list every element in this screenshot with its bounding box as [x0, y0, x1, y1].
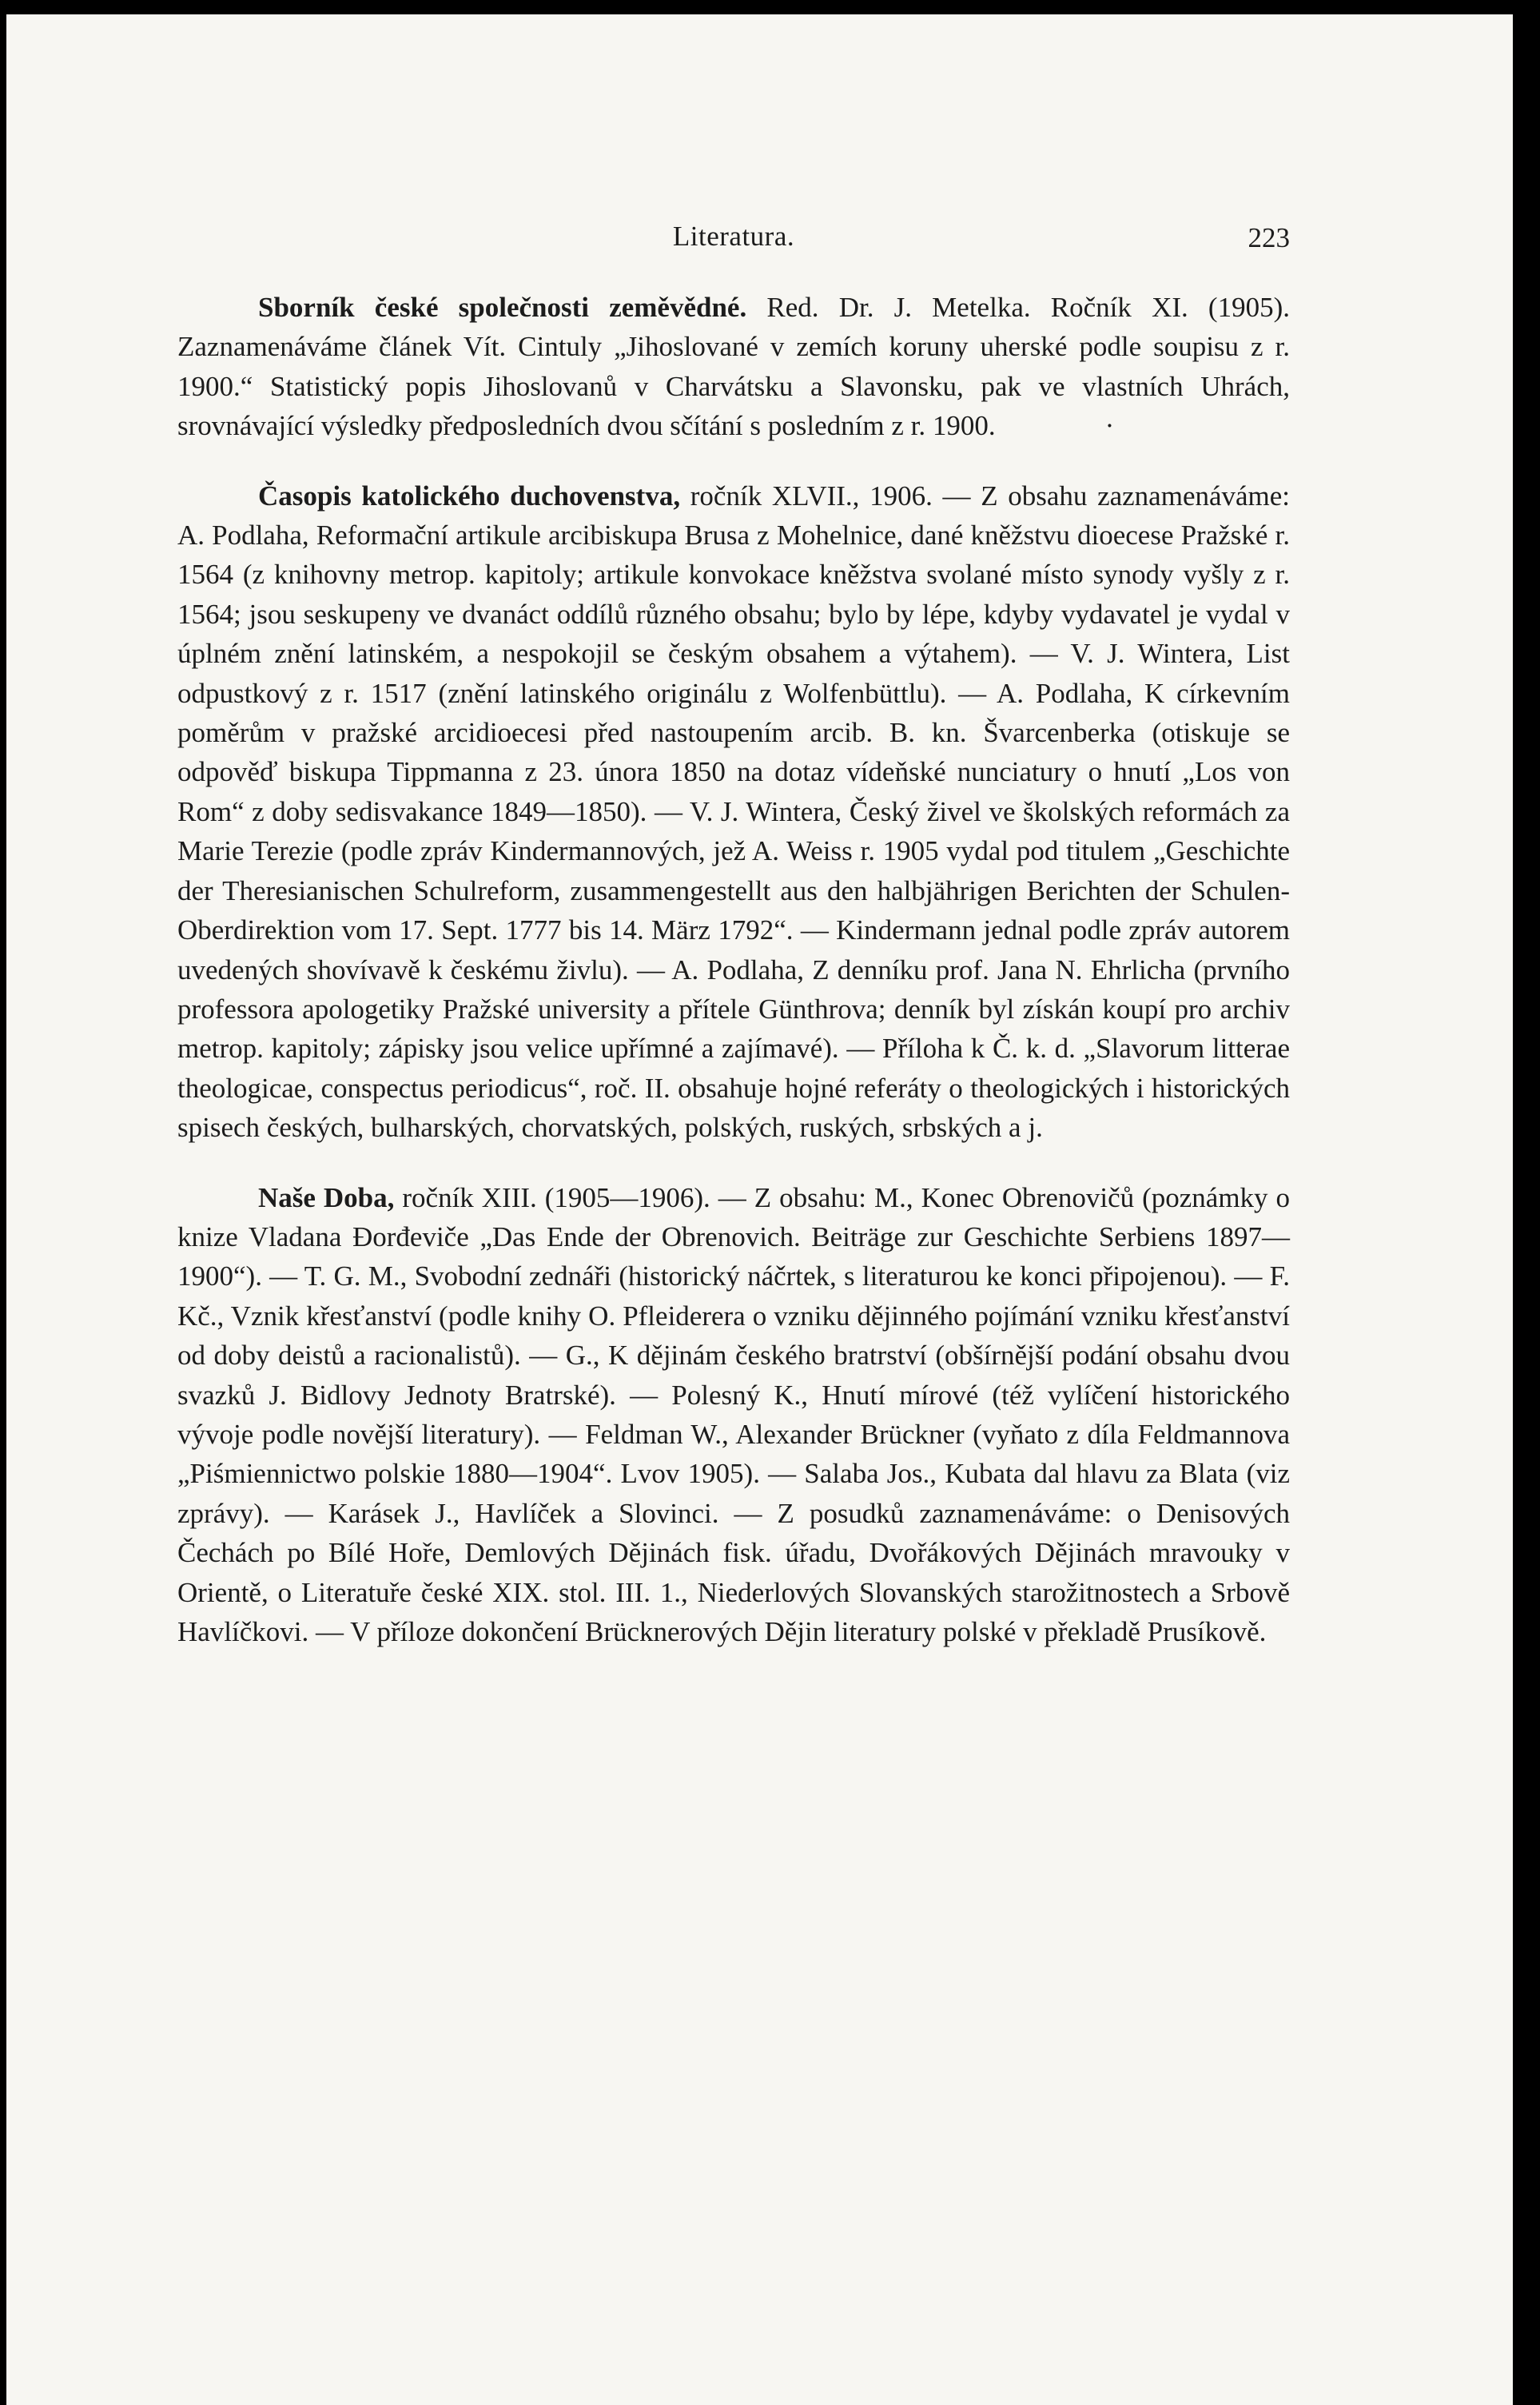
entry-title: Sborník české společnosti zeměvědné. [258, 292, 747, 323]
entry-sbornik [177, 288, 1290, 446]
entry-body: — Z obsahu zaznamenáváme: A. Podlaha, Reformační artikule arcibiskupa Brusa z Mohelnice, dané kněžstvu dioecese Pražské r. 1564 (z knihovny metrop. kapitoly; artikule konvokace kněžstva svolané místo synody vyšly z r. 1564; jsou seskupeny ve dvanáct oddílů různého obsahu; bylo by lépe, kdyby vydavatel je vydal v úplném znění latinském, a nespokojil se českým obsahem a výtahem). — V. J. Wintera, List odpustkový z r. 1517 (znění latinského originálu z Wolfenbüttlu). — A. Podlaha, K církevním poměrům v pražské arcidioecesi před nastoupením arcib. B. kn. Švarcenberka (otiskuje se odpověď biskupa Tippmanna z 23. února 1850 na dotaz vídeňské nunciatury o hnutí „Los von Rom“ z doby sedisvakance 1849—1850). — V. J. Wintera, Český živel ve školských reformách za Marie Terezie (podle zpráv Kindermannových, jež A. Weiss r. 1905 vydal pod titulem „Geschichte der Theresianischen Schulreform, zusammengestellt aus den halbjährigen Berichten der Schulen-Oberdirektion vom 17. Sept. 1777 bis 14. März 1792“. — Kindermann jednal podle zpráv autorem uvedených shovívavě k českému živlu). — A. Podlaha, Z denníku prof. Jana N. Ehrlicha (prvního professora apologetiky Pražské university a přítele Günthrova; denník byl získán koupí pro archiv metrop. kapitoly; zápisky jsou velice upřímné a zajímavé). — Příloha k Č. k. d. „Slavorum litterae theologicae, conspectus periodicus“, roč. II. obsahuje hojné referáty o theologických i historických spisech českých, bulharských, chorvatských, polských, ruských, srbských a j. [177, 480, 1291, 1144]
running-title: Literatura. [672, 221, 795, 252]
page-text [177, 288, 1290, 1651]
stray-mark: · [1104, 410, 1115, 442]
page-number: 223 [1248, 222, 1290, 253]
entry-title: Naše Doba, [258, 1181, 395, 1213]
entry-casopis [177, 476, 1290, 1148]
entry-title: Časopis katolického duchovenstva, [258, 480, 681, 512]
entry-meta: ročník XIII. (1905—1906). [402, 1181, 710, 1213]
page-header [177, 221, 1290, 269]
entry-meta: Red. Dr. J. Metelka. Ročník XI. (1905). [766, 292, 1290, 323]
entry-nase-doba [177, 1178, 1290, 1652]
entry-body: Zaznamenáváme článek Vít. Cintuly „Jihoslované v zemích koruny uherské podle soupisu z r. 1900.“ Statistický popis Jihoslovanů v Charvátsku a Slavonsku, pak ve vlastních Uhrách, srovnávající výsledky předposledních dvou sčítání s posledním z r. 1900. [177, 331, 1290, 442]
entry-body: — Z obsahu: M., Konec Obrenovičů (poznámky o knize Vladana Đorđeviče „Das Ende der Obrenovich. Beiträge zur Geschichte Serbiens 1897—1900“). — T. G. M., Svobodní zednáři (historický náčrtek, s literaturou ke konci připojenou). — F. Kč., Vznik křesťanství (podle knihy O. Pfleiderera o vzniku dějinného pojímání vzniku křesťanství od doby deistů a racionalistů). — G., K dějinám českého bratrství (obšírnější podání obsahu dvou svazků J. Bidlovy Jednoty Bratrské). — Polesný K., Hnutí mírové (též vylíčení historického vývoje podle novější literatury). — Feldman W., Alexander Brückner (vyňato z díla Feldmannova „Piśmiennictwo polskie 1880—1904“. Lvov 1905). — Salaba Jos., Kubata dal hlavu za Blata (viz zprávy). — Karásek J., Havlíček a Slovinci. — Z posudků zaznamenáváme: o Denisových Čechách po Bílé Hoře, Demlových Dějinách fisk. úřadu, Dvořákových Dějinách mravouky v Orientě, o Literatuře české XIX. stol. III. 1., Niederlových Slovanských starožitnostech a Srbově Havlíčkovi. — V příloze dokončení Brücknerových Dějin literatury polské v překladě Prusíkově. [177, 1181, 1291, 1647]
entry-meta: ročník XLVII., 1906. [690, 480, 933, 512]
